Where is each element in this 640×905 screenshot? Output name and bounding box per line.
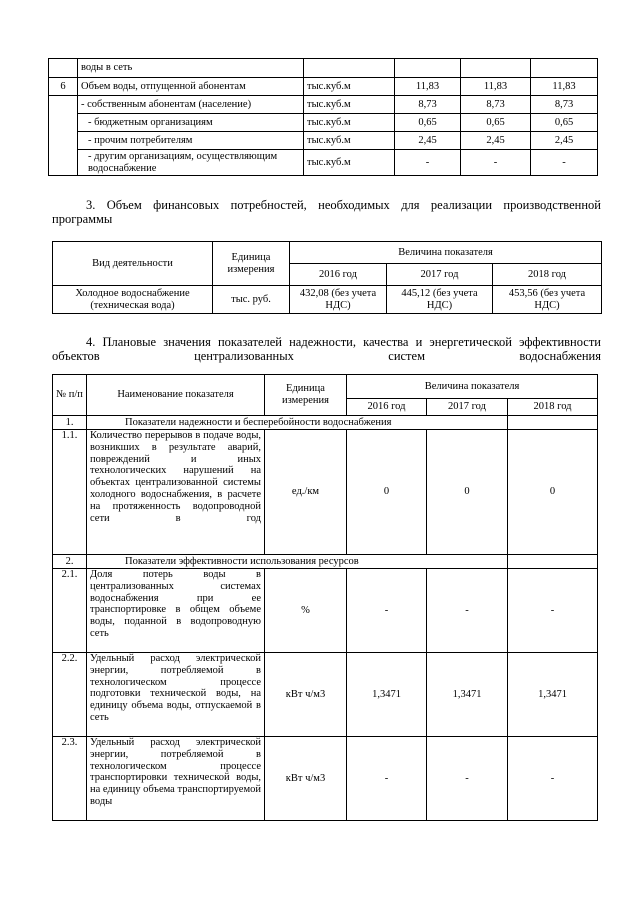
row-unit: кВт ч/м3 — [265, 737, 347, 821]
table-row — [49, 132, 598, 150]
value-2016: 2,45 — [395, 132, 461, 150]
value-2016: 0 — [347, 430, 427, 555]
table-row — [49, 114, 598, 132]
value-2016: - — [395, 150, 461, 176]
row-number: 2.1. — [53, 569, 87, 653]
table-header-row — [53, 242, 602, 264]
row-unit: ед./км — [265, 430, 347, 555]
value-2017: - — [461, 150, 531, 176]
value-2016: 0,65 — [395, 114, 461, 132]
value-2017: - — [427, 737, 508, 821]
value-2018: 0,65 — [531, 114, 598, 132]
row-name: Доля потерь воды в централизованных системах водоснабжения при ее транспортировке в общем объеме воды, поданной в водопроводную сеть — [87, 569, 265, 653]
value-2016: 11,83 — [395, 78, 461, 96]
table-header-row — [53, 375, 598, 399]
value-2017: 11,83 — [461, 78, 531, 96]
value-2018: - — [531, 150, 598, 176]
value-2017: 445,12 (без учета НДС) — [387, 286, 493, 314]
value-2018: 8,73 — [531, 96, 598, 114]
value-2016: 8,73 — [395, 96, 461, 114]
indicators-table — [52, 374, 598, 821]
value-2016: 432,08 (без учета НДС) — [290, 286, 387, 314]
row-name: - другим организациям, осуществляющим водоснабжение — [78, 150, 304, 176]
group-number: 2. — [53, 555, 87, 569]
table-row — [49, 78, 598, 96]
header-num: № п/п — [53, 375, 87, 416]
group-title: Показатели эффективности использования ресурсов — [87, 555, 427, 569]
row-unit: тыс.куб.м — [304, 150, 395, 176]
table-row — [49, 150, 598, 176]
row-unit: % — [265, 569, 347, 653]
value-2018: 11,83 — [531, 78, 598, 96]
value-2016: 1,3471 — [347, 653, 427, 737]
header-2018: 2018 год — [493, 264, 602, 286]
row-name: Количество перерывов в подаче воды, возникших в результате аварий, повреждений и иных технологических нарушений на объектах централизованной системы холодного водоснабжения, в расчете на протяженность водопроводной сети в год — [87, 430, 265, 555]
row-name: Удельный расход электрической энергии, потребляемой в технологическом процессе транспортировки технической воды, на единицу объема транспортируемой воды — [87, 737, 265, 821]
row-name: воды в сеть — [78, 59, 304, 78]
header-value: Величина показателя — [347, 375, 598, 399]
value-2017: 0,65 — [461, 114, 531, 132]
row-activity: Холодное водоснабжение (техническая вода) — [53, 286, 213, 314]
row-unit: тыс.куб.м — [304, 132, 395, 150]
section-3-heading: 3. Объем финансовых потребностей, необходимых для реализации производственной программы — [52, 198, 601, 226]
table-row — [53, 286, 602, 314]
value-2018: 1,3471 — [508, 653, 598, 737]
row-number: 2.2. — [53, 653, 87, 737]
value-2017: 8,73 — [461, 96, 531, 114]
table-row — [53, 653, 598, 737]
row-number: 2.3. — [53, 737, 87, 821]
water-volume-table — [48, 58, 598, 176]
table-row — [49, 59, 598, 78]
section-4-heading: 4. Плановые значения показателей надежности, качества и энергетической эффективности объектов централизованных систем водоснабжения — [52, 335, 601, 363]
value-2018: - — [508, 737, 598, 821]
row-unit: тыс.куб.м — [304, 114, 395, 132]
group-title: Показатели надежности и бесперебойности водоснабжения — [87, 416, 427, 430]
header-2016: 2016 год — [347, 399, 427, 416]
row-name: - прочим потребителям — [78, 132, 304, 150]
row-name: Объем воды, отпущенной абонентам — [78, 78, 304, 96]
value-2018: 2,45 — [531, 132, 598, 150]
value-2018: 0 — [508, 430, 598, 555]
row-unit: тыс.куб.м — [304, 78, 395, 96]
group-row — [53, 555, 598, 569]
group-row — [53, 416, 598, 430]
header-unit: Единица измерения — [265, 375, 347, 416]
value-2016: - — [347, 569, 427, 653]
row-name: - бюджетным организациям — [78, 114, 304, 132]
table-row — [53, 430, 598, 555]
value-2017: 2,45 — [461, 132, 531, 150]
row-name: Удельный расход электрической энергии, потребляемой в технологическом процессе подготовки технической воды, на единицу объема воды, отпускаемой в сеть — [87, 653, 265, 737]
table-row — [53, 569, 598, 653]
row-number: 1.1. — [53, 430, 87, 555]
row-unit: тыс.куб.м — [304, 96, 395, 114]
header-value: Величина показателя — [290, 242, 602, 264]
row-name: - собственным абонентам (население) — [78, 96, 304, 114]
financial-needs-table — [52, 241, 602, 314]
group-number: 1. — [53, 416, 87, 430]
table-row — [49, 96, 598, 114]
value-2018: 453,56 (без учета НДС) — [493, 286, 602, 314]
header-2016: 2016 год — [290, 264, 387, 286]
header-2017: 2017 год — [427, 399, 508, 416]
table-row — [53, 737, 598, 821]
value-2018: - — [508, 569, 598, 653]
value-2016: - — [347, 737, 427, 821]
value-2017: 1,3471 — [427, 653, 508, 737]
header-activity: Вид деятельности — [53, 242, 213, 286]
value-2017: 0 — [427, 430, 508, 555]
value-2017: - — [427, 569, 508, 653]
header-2017: 2017 год — [387, 264, 493, 286]
header-name: Наименование показателя — [87, 375, 265, 416]
row-number: 6 — [49, 78, 78, 96]
header-2018: 2018 год — [508, 399, 598, 416]
row-unit: кВт ч/м3 — [265, 653, 347, 737]
row-unit: тыс. руб. — [213, 286, 290, 314]
header-unit: Единица измерения — [213, 242, 290, 286]
